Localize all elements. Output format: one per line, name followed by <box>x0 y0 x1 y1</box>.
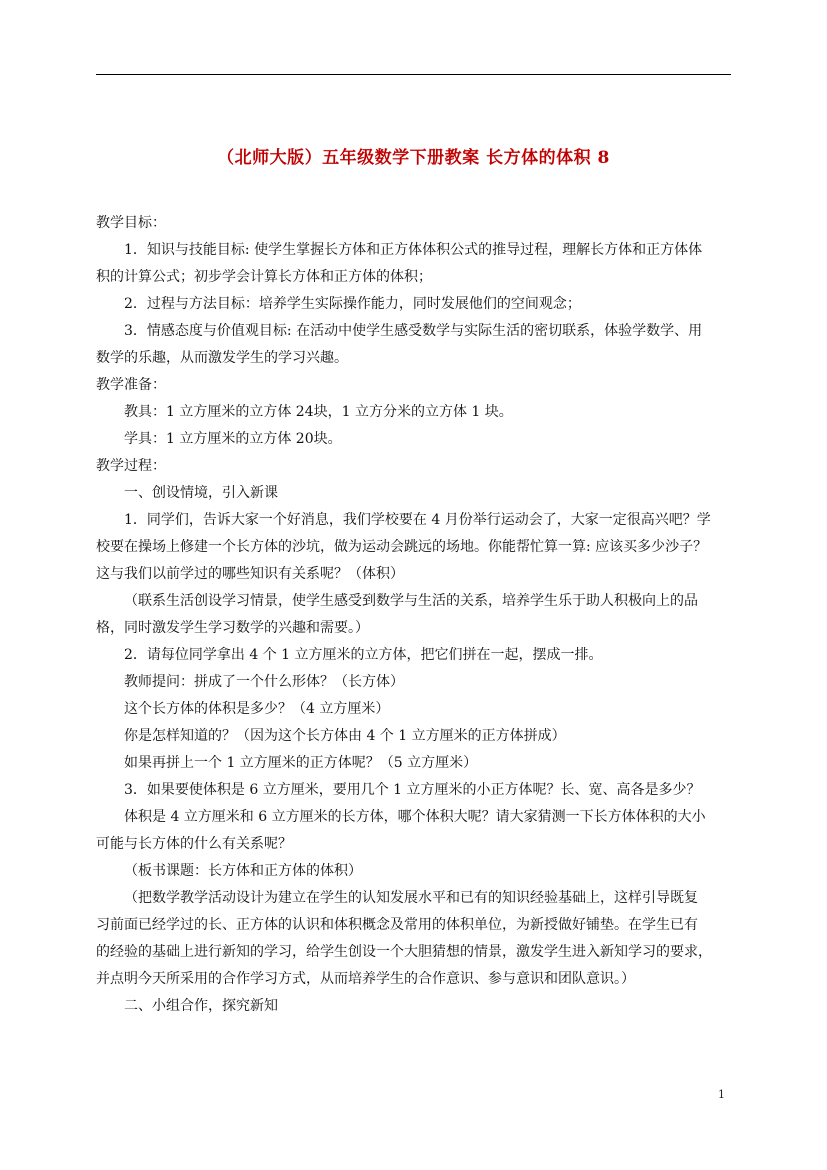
paragraph-line: 教师提问：拼成了一个什么形体？（长方体） <box>124 674 404 690</box>
paragraph-line: （联系生活创设学习情景，使学生感受到数学与生活的关系，培养学生乐于助人积极向上的品 <box>124 593 698 609</box>
paragraph-line: （把数学教学活动设计为建立在学生的认知发展水平和已有的知识经验基础上，这样引导既复 <box>124 890 698 906</box>
paragraph-line: 3．如果要使体积是 6 立方厘米，要用几个 1 立方厘米的小正方体呢？长、宽、高各是多少？ <box>124 782 701 798</box>
paragraph-line: 的经验的基础上进行新知的学习，给学生创设一个大胆猜想的情景，激发学生进入新知学习的要求， <box>96 944 712 960</box>
paragraph-line: 体积是 4 立方厘米和 6 立方厘米的长方体，哪个体积大呢？请大家猜测一下长方体体积的大小 <box>124 809 706 825</box>
header-rule <box>96 74 731 75</box>
subsection-heading: 二、小组合作，探究新知 <box>124 998 278 1014</box>
paragraph-line: 3．情感态度与价值观目标: 在活动中使学生感受数学与实际生活的密切联系，体验学数学、用 <box>124 323 703 339</box>
paragraph-line: 1．知识与技能目标: 使学生掌握长方体和正方体体积公式的推导过程，理解长方体和正方体体 <box>124 242 703 258</box>
paragraph-line: 2．过程与方法目标：培养学生实际操作能力，同时发展他们的空间观念； <box>124 296 581 312</box>
paragraph-line: 2．请每位同学拿出 4 个 1 立方厘米的立方体，把它们拼在一起，摆成一排。 <box>124 647 603 663</box>
section-heading-preparation: 教学准备： <box>96 377 166 393</box>
paragraph-line: （板书课题：长方体和正方体的体积） <box>124 863 362 879</box>
paragraph-line: 数学的乐趣，从而激发学生的学习兴趣。 <box>96 350 348 366</box>
paragraph-line: 1．同学们，告诉大家一个好消息，我们学校要在 4 月份举行运动会了，大家一定很高兴吧？学 <box>124 512 711 528</box>
paragraph-line: 积的计算公式；初步学会计算长方体和正方体的体积； <box>96 269 432 285</box>
paragraph-line: 你是怎样知道的？（因为这个长方体由 4 个 1 立方厘米的正方体拼成） <box>124 728 566 744</box>
paragraph-line: 这个长方体的体积是多少？（4 立方厘米） <box>124 701 390 717</box>
paragraph-line: 学具：1 立方厘米的立方体 20块。 <box>124 431 342 447</box>
document-title: （北师大版）五年级数学下册教案 长方体的体积 8 <box>217 148 610 168</box>
paragraph-line: 如果再拼上一个 1 立方厘米的正方体呢？（5 立方厘米） <box>124 755 478 771</box>
subsection-heading: 一、创设情境，引入新课 <box>124 485 278 501</box>
paragraph-line: 教具：1 立方厘米的立方体 24块，1 立方分米的立方体 1 块。 <box>124 404 513 420</box>
paragraph-line: 这与我们以前学过的哪些知识有关系呢？（体积） <box>96 566 404 582</box>
document-body <box>96 210 736 1020</box>
section-heading-process: 教学过程： <box>96 458 166 474</box>
paragraph-line: 校要在操场上修建一个长方体的沙坑，做为运动会跳远的场地。你能帮忙算一算: 应该买多少沙子？ <box>96 539 708 555</box>
paragraph-line: 并点明今天所采用的合作学习方式，从而培养学生的合作意识、参与意识和团队意识。） <box>96 971 635 987</box>
section-heading-objectives: 教学目标： <box>96 215 166 231</box>
paragraph-line: 格，同时激发学生学习数学的兴趣和需要。） <box>96 620 369 636</box>
paragraph-line: 习前面已经学过的长、正方体的认识和体积概念及常用的体积单位，为新授做好铺垫。在学生已有 <box>96 917 698 933</box>
paragraph-line: 可能与长方体的什么有关系呢？ <box>96 836 292 852</box>
page-number: 1 <box>718 1088 725 1101</box>
